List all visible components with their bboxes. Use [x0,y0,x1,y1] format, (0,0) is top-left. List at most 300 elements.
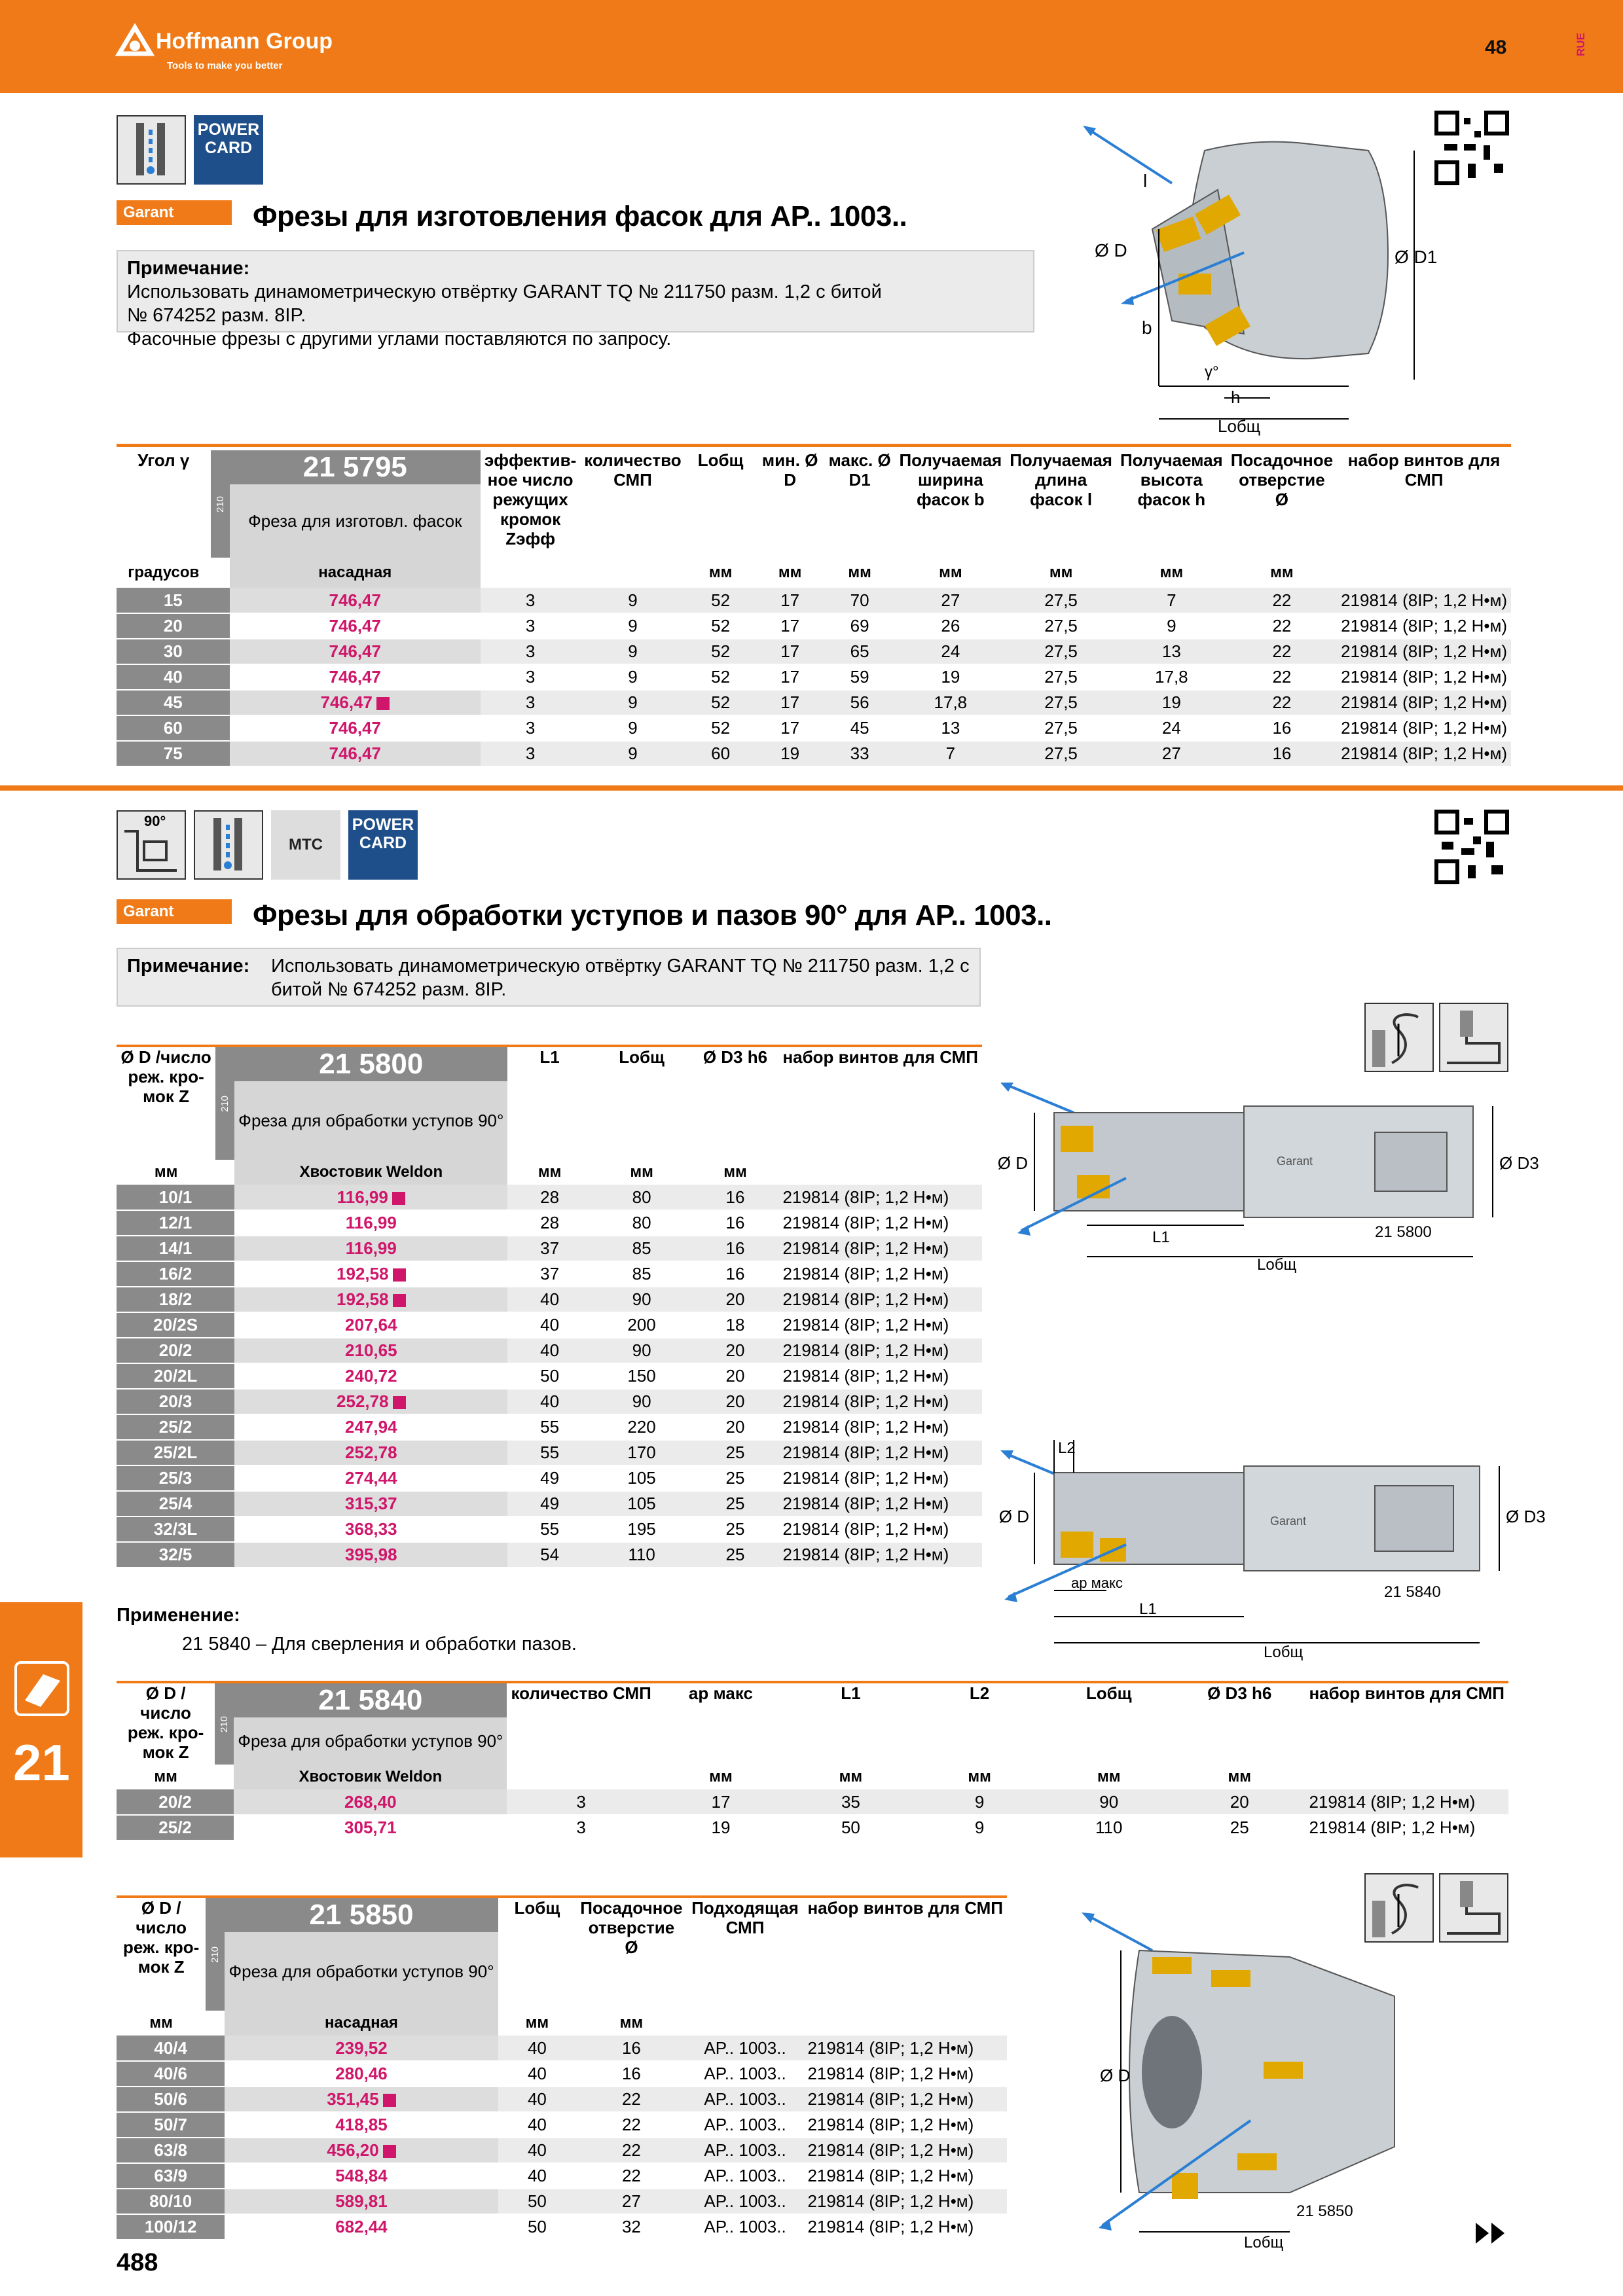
page-number: 488 [117,2249,158,2276]
cell: 22 [576,2138,686,2163]
cell: 27,5 [1006,639,1116,664]
cell: 22 [1227,639,1337,664]
cell: 27 [895,588,1006,613]
price-value: 239,52 [335,2037,388,2058]
art-description: Фреза для изготовл. фасок [230,484,481,558]
cell: 3 [481,741,580,766]
cell: 219814 (8IP; 1,2 Н•м) [1337,715,1511,741]
price-cell[interactable] [234,1465,507,1491]
stock-marker-icon [393,1294,406,1307]
cell: 52 [685,613,756,639]
label-d: Ø D [1100,2066,1131,2085]
row-key: 40/6 [117,2061,225,2087]
cell: 3 [481,690,580,715]
table-row [117,613,1511,639]
unit: градусов [128,564,200,581]
row-key: 25/2 [117,1815,234,1840]
col-header: Подходящая СМП [691,1898,799,1937]
mount-type: Хвостовик Weldon [234,1765,507,1789]
table-row [117,2138,1007,2163]
cell: 60 [685,741,756,766]
price-value: 116,99 [337,1187,388,1207]
price-cell[interactable] [225,2138,498,2163]
label-art: 21 5850 [1296,2202,1353,2220]
price-cell[interactable] [234,1363,507,1389]
cell: 19 [1116,690,1227,715]
cell: 3 [481,613,580,639]
cell: 219814 (8IP; 1,2 Н•м) [1337,690,1511,715]
cell: 19 [756,741,824,766]
cell: 27,5 [1006,664,1116,690]
cell: 55 [507,1440,591,1465]
cell: 219814 (8IP; 1,2 Н•м) [803,2036,1007,2061]
cell: 17,8 [895,690,1006,715]
row-key: 100/12 [117,2214,225,2240]
cell: 27,5 [1006,588,1116,613]
row-key: 25/3 [117,1465,234,1491]
col-header: Посадочное отверстие Ø [1230,450,1334,509]
price-cell[interactable] [225,2189,498,2214]
stock-marker-icon [376,697,390,710]
row-key: 63/8 [117,2138,225,2163]
cell: 40 [498,2036,577,2061]
price-value: 456,20 [327,2140,379,2160]
col-header: набор винтов для СМП [782,1047,978,1067]
row-key: 50/7 [117,2112,225,2138]
stock-marker-icon [392,1192,405,1205]
price-cell[interactable] [230,741,481,766]
label-art: 21 5840 [1384,1583,1441,1601]
col-angle: Угол γ [137,450,190,470]
stock-marker-icon [383,2094,396,2107]
cell: 17 [756,690,824,715]
label-d: Ø D [998,1507,1029,1526]
price-cell[interactable] [230,639,481,664]
row-key: 16/2 [117,1261,234,1287]
price-cell[interactable] [225,2061,498,2087]
cell: 9 [1116,613,1227,639]
cell: 85 [592,1236,692,1261]
table-row [117,715,1511,741]
col-header: Ø D3 h6 [1207,1683,1272,1703]
col-header: Получаемая ширина фасок b [899,450,1002,509]
svg-text:90°: 90° [144,813,166,829]
price-cell[interactable] [230,715,481,741]
cell: 16 [1227,741,1337,766]
cell: 52 [685,588,756,613]
art-side-code: 210 [215,1047,234,1160]
cell: 40 [507,1287,591,1312]
chapter-tab[interactable] [0,1602,82,1857]
table-215800: Ø D /число реж. кро-мок Z 210 21 5800 L1 Lобщ Ø D3 h6 набор винтов для СМП Фреза для обработки уступов 90° мм Хвостовик Weldon мм мм мм 10/1 116,99 28 80 16 219814 (8IP; 1,2 Н•м) 12/1 116,99 28 80 16 219814 (8IP; 1,2 Н•м) 14/1 116,99 37 85 16 219814 (8IP; 1,2 Н•м) 16/2 192,58 37 85 16 219814 (8IP; 1,2 Н•м) 18/2 192,58 40 90 20 219814 (8IP; 1,2 Н•м) 20/2S 207,64 40 200 18 219814 (8IP; 1,2 Н•м) 20/2 210,65 40 90 20 219814 (8IP; 1,2 Н•м) 20/2L 240,72 50 150 20 219814 (8IP; 1,2 Н•м) 20/3 252,78 40 90 20 219814 (8IP; 1,2 Н•м) 25/2 247,94 55 220 20 219814 (8IP; 1,2 Н•м) 25/2L 252,78 55 170 25 219814 (8IP; 1,2 Н•м) 25/3 274,44 49 105 25 219814 (8IP; 1,2 Н•м) 25/4 315,37 49 105 25 219814 (8IP; 1,2 Н•м) 32/3L 368,33 55 195 25 219814 (8IP; 1,2 Н•м) 32/5 395,98 54 110 25 219814 (8IP; 1,2 Н•м) [117,1047,982,1568]
price-cell[interactable] [225,2087,498,2112]
cell: 50 [498,2214,577,2240]
row-key: 20/2 [117,1789,234,1815]
price-cell[interactable] [234,1210,507,1236]
label-ap: ap макс [1071,1575,1123,1591]
application-text: 21 5840 – Для сверления и обработки пазов. [182,1634,577,1655]
mount-type: Хвостовик Weldon [234,1160,507,1185]
mtc-badge: MTC [271,810,340,880]
cell: 20 [691,1287,778,1312]
cell: AP.. 1003.. [687,2138,804,2163]
cell: 16 [691,1261,778,1287]
price-value: 116,99 [345,1213,397,1232]
price-value: 548,84 [335,2166,388,2185]
cell: 27 [576,2189,686,2214]
price-cell[interactable] [234,1516,507,1542]
table-row [117,1789,1508,1815]
price-cell[interactable] [225,2112,498,2138]
cell: 50 [498,2189,577,2214]
table-row [117,1261,982,1287]
table-row [117,639,1511,664]
art-side-code: 210 [206,1898,225,2011]
row-key: 20 [117,613,230,639]
next-page-icon[interactable] [1474,2220,1508,2246]
price-cell[interactable] [234,1542,507,1568]
cell: 195 [592,1516,692,1542]
price-cell[interactable] [234,1491,507,1516]
section2-title: Фрезы для обработки уступов и пазов 90° для AP.. 1003.. [253,899,1052,931]
label-d3: Ø D3 [1506,1507,1546,1526]
cell: 9 [580,588,685,613]
price-cell[interactable] [234,1236,507,1261]
table-row [117,1338,982,1363]
cell: AP.. 1003.. [687,2163,804,2189]
cell: 55 [507,1414,591,1440]
note-line: Фасочные фрезы с другими углами поставляются по запросу. [127,329,672,350]
cell: 20 [691,1363,778,1389]
cell: 219814 (8IP; 1,2 Н•м) [803,2112,1007,2138]
table-row [117,1312,982,1338]
price-cell[interactable] [234,1261,507,1287]
note-line: Использовать динамометрическую отвёртку GARANT TQ № 211750 разм. 1,2 с [271,956,970,977]
cell: 22 [1227,613,1337,639]
cell: 55 [507,1516,591,1542]
cell: 9 [580,664,685,690]
price-value: 746,47 [329,616,382,636]
cell: 3 [481,588,580,613]
label-lobshch: Lобщ [1244,2234,1284,2251]
label-d1: Ø D1 [1395,247,1438,267]
note-line: Использовать динамометрическую отвёртку GARANT TQ № 211750 разм. 1,2 с битой [127,281,882,302]
cell: 80 [592,1210,692,1236]
table-215795: Угол γ 210 21 5795 эффектив-ное число режущих кромок Zэфф количество СМП Lобщ мин. Ø D макс. Ø D1 Получаемая ширина фасок b Получаемая длина фасок l Получаемая высота фасок h Посадочное отверстие Ø набор винтов для СМП Фреза для изготовл. фасок градусов насадная мм мм мм мм мм мм мм 15 746,47 3 9 52 17 70 27 27,5 7 22 219814 (8IP; 1,2 Н•м) 20 746,47 3 9 52 17 69 26 27,5 9 22 219814 (8IP; 1,2 Н•м) 30 746,47 3 9 52 17 65 24 27,5 13 22 219814 (8IP; 1,2 Н•м) 40 746,47 3 9 52 17 59 19 27,5 17,8 22 219814 (8IP; 1,2 Н•м) 45 746,47 3 9 52 17 56 17,8 27,5 19 22 219814 (8IP; 1,2 Н•м) 60 746,47 3 9 52 17 45 13 27,5 24 16 219814 (8IP; 1,2 Н•м) 75 746,47 3 9 60 19 33 7 27,5 27 16 219814 (8IP; 1,2 Н•м) [117,450,1511,767]
table-row [117,1236,982,1261]
cell: 7 [895,741,1006,766]
note-line: битой № 674252 разм. 8IP. [271,979,507,1000]
cell: 19 [895,664,1006,690]
cell: 219814 (8IP; 1,2 Н•м) [778,1363,982,1389]
table-row [117,741,1511,766]
table-row [117,1287,982,1312]
price-cell[interactable] [225,2214,498,2240]
label-l1: L1 [1139,1600,1157,1618]
cell: 20 [691,1338,778,1363]
cell: 219814 (8IP; 1,2 Н•м) [778,1389,982,1414]
label-d: Ø D [997,1153,1028,1173]
col-header: L1 [841,1683,861,1703]
cell: 33 [824,741,896,766]
cell: 37 [507,1236,591,1261]
engraving: Garant [1277,1155,1313,1168]
price-value: 746,47 [329,590,382,610]
price-value: 351,45 [327,2089,379,2109]
cell: 40 [507,1312,591,1338]
price-value: 682,44 [335,2217,388,2236]
cell: AP.. 1003.. [687,2112,804,2138]
cell: 200 [592,1312,692,1338]
price-value: 418,85 [335,2115,388,2134]
cell: 40 [498,2112,577,2138]
cell: 17 [756,613,824,639]
stock-marker-icon [383,2145,396,2158]
table-row [117,1185,982,1210]
table-row [117,2163,1007,2189]
cell: 110 [592,1542,692,1568]
cell: 49 [507,1465,591,1491]
cell: 17 [756,639,824,664]
cell: 105 [592,1491,692,1516]
col-header: Lобщ [697,450,744,470]
cell: 40 [498,2163,577,2189]
cell: 219814 (8IP; 1,2 Н•м) [803,2138,1007,2163]
row-key: 25/4 [117,1491,234,1516]
cell: 56 [824,690,896,715]
price-cell[interactable] [230,613,481,639]
cell: 26 [895,613,1006,639]
price-cell[interactable] [234,1338,507,1363]
price-cell[interactable] [234,1312,507,1338]
cell: 13 [895,715,1006,741]
label-lobshch: Lобщ [1257,1256,1297,1274]
row-key: 20/2L [117,1363,234,1389]
cell: 16 [576,2036,686,2061]
price-cell[interactable] [230,690,481,715]
art-side-code: 210 [215,1683,234,1765]
price-value: 192,58 [337,1289,389,1309]
cell: 9 [580,613,685,639]
label-b: b [1142,317,1152,338]
cell: 22 [1227,588,1337,613]
cell: 17 [655,1789,786,1815]
note-label: Примечание: [127,956,250,977]
end-mill-5800-drawing [995,1073,1539,1274]
table-row [117,1465,982,1491]
cell: 220 [592,1414,692,1440]
cell: 219814 (8IP; 1,2 Н•м) [778,1516,982,1542]
cell: 3 [481,715,580,741]
table-215840: Ø D /число реж. кро-мок Z 210 21 5840 количество СМП ap макс L1 L2 Lобщ Ø D3 h6 набор винтов для СМП Фреза для обработки уступов 90° мм Хвостовик Weldon мм мм мм мм мм 20/2 268,40 3 17 35 9 90 20 219814 (8IP; 1,2 Н•м) 25/2 305,71 3 19 50 9 110 25 219814 (8IP; 1,2 Н•м) [117,1683,1508,1841]
row-key: 40 [117,664,230,690]
price-cell[interactable] [234,1789,507,1815]
price-cell[interactable] [234,1815,507,1840]
brand-tagline: Tools to make you better [167,60,283,71]
row-key: 45 [117,690,230,715]
price-cell[interactable] [230,588,481,613]
end-mill-5840-drawing [995,1420,1546,1662]
cell: 40 [507,1389,591,1414]
cell: 219814 (8IP; 1,2 Н•м) [778,1465,982,1491]
cell: 3 [481,664,580,690]
col-header: Lобщ [1085,1683,1132,1703]
cell: AP.. 1003.. [687,2087,804,2112]
table-row [117,1542,982,1568]
row-key: 25/2L [117,1440,234,1465]
cell: 52 [685,664,756,690]
note-line: № 674252 разм. 8IP. [127,305,306,326]
table-row [117,1440,982,1465]
garant-logo: Garant [117,200,232,225]
cell: 3 [507,1815,655,1840]
cell: 219814 (8IP; 1,2 Н•м) [778,1210,982,1236]
cell: 70 [824,588,896,613]
stock-marker-icon [393,1396,406,1409]
cell: 17,8 [1116,664,1227,690]
table-row [117,1389,982,1414]
cell: 3 [481,639,580,664]
row-key: 75 [117,741,230,766]
cell: 9 [580,639,685,664]
cell: 27,5 [1006,613,1116,639]
coolant-icon [194,810,263,880]
price-value: 192,58 [337,1264,389,1283]
cell: 219814 (8IP; 1,2 Н•м) [1337,588,1511,613]
cell: 54 [507,1542,591,1568]
cell: 219814 (8IP; 1,2 Н•м) [1337,639,1511,664]
price-cell[interactable] [225,2036,498,2061]
art-number: 21 5800 [234,1047,507,1081]
cell: 219814 (8IP; 1,2 Н•м) [803,2163,1007,2189]
cell: 40 [498,2061,577,2087]
cell: 25 [1174,1815,1305,1840]
cell: 25 [691,1440,778,1465]
row-key: 32/5 [117,1542,234,1568]
ramping-icon [1364,1003,1434,1072]
cell: 59 [824,664,896,690]
table-row [117,2061,1007,2087]
cell: 20 [691,1414,778,1440]
cell: 49 [507,1491,591,1516]
section1-title: Фрезы для изготовления фасок для AP.. 1003.. [253,200,907,232]
cell: AP.. 1003.. [687,2214,804,2240]
cell: 27 [1116,741,1227,766]
col-header: макс. Ø D1 [828,450,891,490]
row-key: 15 [117,588,230,613]
row-key: 20/2S [117,1312,234,1338]
col-header: Получаемая длина фасок l [1010,450,1112,509]
price-value: 280,46 [335,2064,388,2083]
cell: 219814 (8IP; 1,2 Н•м) [778,1338,982,1363]
cell: 17 [756,664,824,690]
cell: 219814 (8IP; 1,2 Н•м) [803,2189,1007,2214]
table-215850: Ø D /число реж. кро-мок Z 210 21 5850 Lобщ Посадочное отверстие Ø Подходящая СМП набор винтов для СМП Фреза для обработки уступов 90° мм насадная мм мм 40/4 239,52 40 16 AP.. 1003.. 219814 (8IP; 1,2 Н•м) 40/6 280,46 40 16 AP.. 1003.. 219814 (8IP; 1,2 Н•м) 50/6 351,45 40 22 AP.. 1003.. 219814 (8IP; 1,2 Н•м) 50/7 418,85 40 22 AP.. 1003.. 219814 (8IP; 1,2 Н•м) 63/8 456,20 40 22 AP.. 1003.. 219814 (8IP; 1,2 Н•м) 63/9 548,84 40 22 AP.. 1003.. 219814 (8IP; 1,2 Н•м) 80/10 589,81 50 27 AP.. 1003.. 219814 (8IP; 1,2 Н•м) 100/12 682,44 50 32 AP.. 1003.. 219814 (8IP; 1,2 Н•м) [117,1898,1007,2240]
cell: 219814 (8IP; 1,2 Н•м) [778,1440,982,1465]
engraving: Garant [1270,1515,1307,1528]
row-key: 40/4 [117,2036,225,2061]
cell: 9 [915,1789,1044,1815]
row-key: 14/1 [117,1236,234,1261]
power-card-badge: POWER CARD [348,810,418,880]
price-cell[interactable] [234,1185,507,1210]
section1-note [117,250,1034,350]
art-number: 21 5840 [234,1683,507,1717]
row-key: 10/1 [117,1185,234,1210]
price-value: 368,33 [345,1519,397,1539]
cell: 22 [576,2112,686,2138]
price-cell[interactable] [234,1414,507,1440]
art-description: Фреза для обработки уступов 90° [234,1717,507,1765]
cell: 219814 (8IP; 1,2 Н•м) [1305,1789,1508,1815]
table1-top-rule [117,444,1511,447]
cell: 65 [824,639,896,664]
cell: 90 [592,1389,692,1414]
stock-marker-icon [393,1268,406,1282]
cell: 69 [824,613,896,639]
label-l: l [1143,171,1148,191]
cell: AP.. 1003.. [687,2189,804,2214]
price-cell[interactable] [225,2163,498,2189]
row-key: 18/2 [117,1287,234,1312]
label-h: h [1231,387,1241,407]
hoffmann-logo-icon [115,24,155,58]
cell: AP.. 1003.. [687,2061,804,2087]
cell: 80 [592,1185,692,1210]
price-value: 252,78 [337,1391,389,1411]
price-value: 395,98 [345,1545,397,1564]
label-gamma: γ° [1205,363,1219,381]
cell: 219814 (8IP; 1,2 Н•м) [778,1312,982,1338]
table-row [117,1210,982,1236]
row-key: 25/2 [117,1414,234,1440]
qr-code-icon[interactable] [1435,111,1508,185]
note-label: Примечание: [127,258,250,279]
label-d3: Ø D3 [1499,1153,1539,1173]
cell: 219814 (8IP; 1,2 Н•м) [778,1236,982,1261]
cell: 90 [1044,1789,1174,1815]
col-header: количество СМП [511,1683,651,1703]
price-value: 746,47 [329,718,382,738]
cell: 20 [1174,1789,1305,1815]
price-cell[interactable] [230,664,481,690]
col-diameter: Ø D /число реж. кро-мок Z [123,1898,200,1977]
art-description: Фреза для обработки уступов 90° [234,1081,507,1160]
price-cell[interactable] [234,1389,507,1414]
col-header: ap макс [688,1683,753,1703]
cell: 16 [1227,715,1337,741]
qr-code-icon[interactable] [1435,810,1508,884]
price-cell[interactable] [234,1440,507,1465]
table-row [117,1491,982,1516]
coolant-icon [117,115,186,185]
table-row [117,1363,982,1389]
table-row [117,588,1511,613]
cell: 219814 (8IP; 1,2 Н•м) [778,1185,982,1210]
cell: 20 [691,1389,778,1414]
application-label: Применение: [117,1605,240,1626]
row-key: 12/1 [117,1210,234,1236]
price-cell[interactable] [234,1287,507,1312]
label-l1: L1 [1152,1229,1170,1246]
row-key: 20/2 [117,1338,234,1363]
col-header: Получаемая высота фасок h [1120,450,1223,509]
milling-chapter-icon [14,1661,69,1716]
cell: 105 [592,1465,692,1491]
cell: 219814 (8IP; 1,2 Н•м) [778,1542,982,1568]
price-value: 315,37 [345,1494,397,1513]
cell: 219814 (8IP; 1,2 Н•м) [803,2087,1007,2112]
